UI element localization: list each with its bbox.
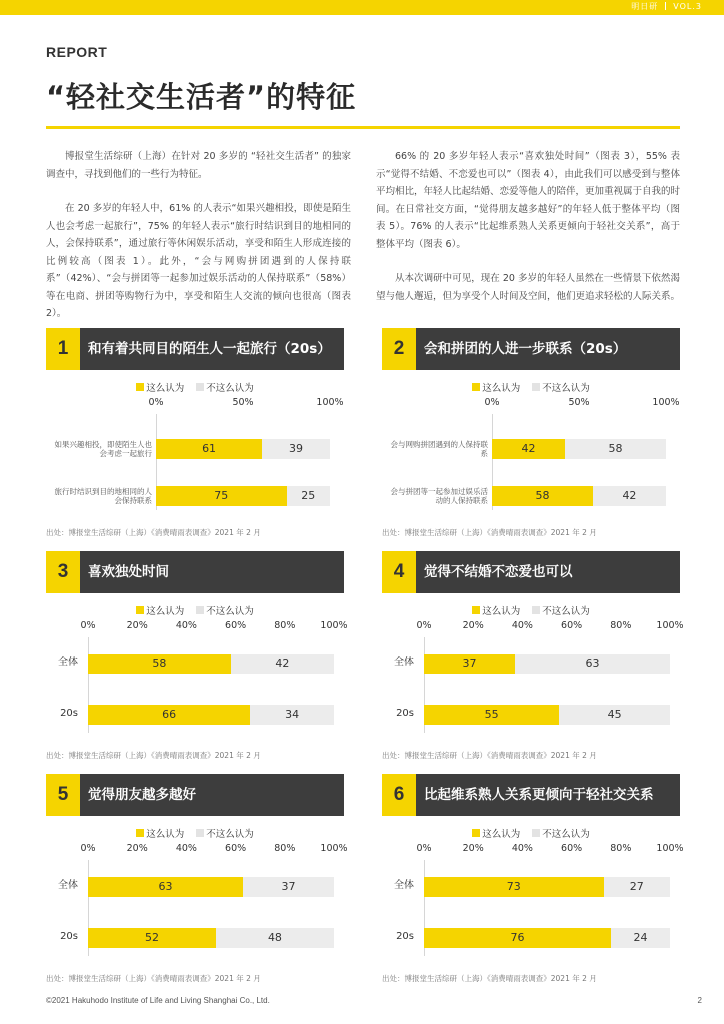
tick-label: 100% — [320, 620, 348, 631]
bar-agree: 73 — [424, 877, 604, 897]
tick-label: 0% — [484, 397, 500, 408]
bar-agree: 63 — [88, 877, 243, 897]
chart-number: 2 — [382, 328, 416, 370]
paragraph: 博报堂生活综研（上海）在针对 20 多岁的 “轻社交生活者” 的独家调查中，寻找到他们的一些行为特征。 — [46, 151, 351, 180]
chart-title: 和有着共同目的陌生人一起旅行（20s） — [88, 341, 331, 357]
chart-legend — [46, 603, 344, 617]
publication-tag — [631, 1, 702, 12]
bar-agree: 58 — [88, 654, 231, 674]
bar-agree: 52 — [88, 928, 216, 948]
paragraph: 从本次调研中可见，现在 20 多岁的年轻人虽然在一些情景下依然渴望与他人邂逅，但为享受个人时间及空间，他们更追求轻松的人际关系。 — [376, 273, 681, 302]
brand-name: 明日研 — [631, 2, 659, 11]
legend-label-yes: 这么认为 — [482, 383, 521, 394]
bar-agree: 55 — [424, 705, 559, 725]
chart-title: 会和拼团的人进一步联系（20s） — [424, 341, 627, 357]
chart-header — [46, 551, 344, 593]
tick-label: 100% — [316, 397, 344, 408]
bar-agree: 66 — [88, 705, 250, 725]
tick-label: 20% — [462, 843, 484, 854]
bar-agree: 42 — [492, 439, 565, 459]
tick-label: 60% — [225, 620, 247, 631]
bar-agree: 58 — [492, 486, 593, 506]
body-column-right — [376, 148, 680, 305]
bar-disagree: 42 — [231, 654, 334, 674]
legend-swatch-yes — [136, 829, 144, 837]
tick-label: 20% — [126, 843, 148, 854]
tick-label: 60% — [561, 843, 583, 854]
chart-header — [382, 774, 680, 816]
divider — [665, 2, 666, 10]
category-label: 旅行时结识到目的地相同的人会保持联系 — [54, 487, 152, 505]
category-label: 全体 — [58, 657, 78, 668]
tick-label: 50% — [568, 397, 590, 408]
legend-label-no: 不这么认为 — [206, 829, 254, 840]
tick-label: 40% — [511, 620, 533, 631]
tick-label: 40% — [511, 843, 533, 854]
top-bar — [0, 0, 724, 15]
category-label: 全体 — [394, 657, 414, 668]
tick-label: 20% — [126, 620, 148, 631]
bar-disagree: 27 — [604, 877, 670, 897]
chart-panel-3 — [46, 551, 348, 766]
chart-number: 1 — [46, 328, 80, 370]
chart-title: 觉得朋友越多越好 — [88, 787, 196, 803]
category-label: 20s — [396, 708, 414, 719]
bar-disagree: 24 — [611, 928, 670, 948]
chart-header — [382, 328, 680, 370]
volume-label: VOL.3 — [673, 2, 702, 11]
legend-label-yes: 这么认为 — [146, 383, 185, 394]
chart-title: 喜欢独处时间 — [88, 564, 169, 580]
bar-disagree: 45 — [559, 705, 670, 725]
bar-disagree: 58 — [565, 439, 666, 459]
chart-legend — [382, 826, 680, 840]
body-column-left — [46, 148, 351, 323]
legend-swatch-no — [532, 606, 540, 614]
chart-header — [46, 774, 344, 816]
axis-ticks — [382, 843, 684, 855]
tick-label: 100% — [652, 397, 680, 408]
chart-header — [46, 328, 344, 370]
title-underline — [46, 126, 680, 129]
chart-number: 4 — [382, 551, 416, 593]
category-label: 20s — [60, 708, 78, 719]
chart-source: 出处：博报堂生活综研（上海）《消费晴雨表调查》2021 年 2 月 — [382, 974, 597, 983]
legend-swatch-yes — [472, 829, 480, 837]
chart-header — [382, 551, 680, 593]
category-label: 会与拼团等一起参加过娱乐活动的人保持联系 — [390, 487, 488, 505]
tick-label: 80% — [274, 620, 296, 631]
bar-disagree: 39 — [262, 439, 330, 459]
legend-label-yes: 这么认为 — [482, 606, 521, 617]
category-label: 全体 — [394, 880, 414, 891]
chart-number: 6 — [382, 774, 416, 816]
legend-swatch-yes — [472, 606, 480, 614]
chart-source: 出处：博报堂生活综研（上海）《消费晴雨表调查》2021 年 2 月 — [382, 751, 597, 760]
page-number: 2 — [697, 996, 702, 1005]
legend-swatch-no — [196, 606, 204, 614]
chart-legend — [46, 380, 344, 394]
legend-label-yes: 这么认为 — [482, 829, 521, 840]
legend-label-no: 不这么认为 — [206, 383, 254, 394]
bar-agree: 75 — [156, 486, 287, 506]
chart-panel-1 — [46, 328, 344, 543]
chart-source: 出处：博报堂生活综研（上海）《消费晴雨表调查》2021 年 2 月 — [382, 528, 597, 537]
legend-swatch-no — [196, 829, 204, 837]
section-label: REPORT — [46, 44, 108, 60]
tick-label: 0% — [80, 620, 96, 631]
legend-label-yes: 这么认为 — [146, 606, 185, 617]
tick-label: 0% — [416, 843, 432, 854]
chart-title: 比起维系熟人关系更倾向于轻社交关系 — [424, 787, 654, 803]
axis-ticks — [382, 620, 684, 632]
tick-label: 100% — [320, 843, 348, 854]
chart-legend — [382, 380, 680, 394]
legend-label-no: 不这么认为 — [206, 606, 254, 617]
category-label: 20s — [60, 931, 78, 942]
tick-label: 40% — [175, 620, 197, 631]
axis-ticks — [46, 843, 348, 855]
chart-panel-2 — [382, 328, 680, 543]
axis-ticks — [382, 397, 680, 409]
tick-label: 0% — [80, 843, 96, 854]
category-label: 会与网购拼团遇到的人保持联系 — [390, 440, 488, 458]
page-title: “轻社交生活者”的特征 — [46, 80, 357, 114]
bar-disagree: 34 — [250, 705, 334, 725]
bar-agree: 37 — [424, 654, 515, 674]
tick-label: 60% — [225, 843, 247, 854]
legend-swatch-no — [532, 829, 540, 837]
bar-agree: 61 — [156, 439, 262, 459]
category-label: 全体 — [58, 880, 78, 891]
bar-agree: 76 — [424, 928, 611, 948]
chart-source: 出处：博报堂生活综研（上海）《消费晴雨表调查》2021 年 2 月 — [46, 751, 261, 760]
legend-swatch-yes — [136, 606, 144, 614]
legend-label-no: 不这么认为 — [542, 383, 590, 394]
chart-legend — [382, 603, 680, 617]
category-label: 如果兴趣相投，即使陌生人也会考虑一起旅行 — [54, 440, 152, 458]
chart-title: 觉得不结婚不恋爱也可以 — [424, 564, 573, 580]
legend-label-no: 不这么认为 — [542, 606, 590, 617]
tick-label: 0% — [416, 620, 432, 631]
category-label: 20s — [396, 931, 414, 942]
tick-label: 50% — [232, 397, 254, 408]
tick-label: 80% — [610, 620, 632, 631]
chart-legend — [46, 826, 344, 840]
tick-label: 100% — [656, 843, 684, 854]
tick-label: 20% — [462, 620, 484, 631]
tick-label: 40% — [175, 843, 197, 854]
paragraph: 在 20 多岁的年轻人中，61% 的人表示“如果兴趣相投，即使是陌生人也会考虑一起旅行”，75% 的年轻人表示“旅行时结识到目的地相同的人，会保持联系”，通过旅行等休闲娱乐活动，享受和陌生人形成连接的比例较高（图表 1）。此外，“会与网购拼团遇到的人保持联系”（42%）、“会与拼团等一起参加过娱乐活动的人保持联系”（58%）等在电商、拼团等购物行为中，享受和陌生人交流的倾向也很高（图表 2）。 — [46, 203, 351, 319]
bar-disagree: 48 — [216, 928, 334, 948]
tick-label: 80% — [274, 843, 296, 854]
chart-panel-6 — [382, 774, 684, 989]
tick-label: 60% — [561, 620, 583, 631]
paragraph: 66% 的 20 多岁年轻人表示“喜欢独处时间”（图表 3），55% 表示“觉得不结婚、不恋爱也可以”（图表 4），由此我们可以感受到与整体平均相比，年轻人比起结婚、恋爱等他人的陪伴，更加重视属于自我的时间。在日常社交方面，“觉得朋友越多越好”的年轻人低于整体平均（图表 5）。76% 的人表示“比起维系熟人关系更倾向于轻社交关系”，高于整体平均（图表 6）。 — [376, 151, 681, 250]
bar-disagree: 63 — [515, 654, 670, 674]
chart-panel-4 — [382, 551, 684, 766]
legend-label-yes: 这么认为 — [146, 829, 185, 840]
chart-panel-5 — [46, 774, 348, 989]
chart-source: 出处：博报堂生活综研（上海）《消费晴雨表调查》2021 年 2 月 — [46, 974, 261, 983]
chart-number: 5 — [46, 774, 80, 816]
bar-disagree: 25 — [287, 486, 331, 506]
copyright: ©2021 Hakuhodo Institute of Life and Living Shanghai Co., Ltd. — [46, 996, 270, 1005]
bar-disagree: 37 — [243, 877, 334, 897]
legend-swatch-yes — [136, 383, 144, 391]
legend-swatch-no — [196, 383, 204, 391]
legend-label-no: 不这么认为 — [542, 829, 590, 840]
chart-source: 出处：博报堂生活综研（上海）《消费晴雨表调查》2021 年 2 月 — [46, 528, 261, 537]
legend-swatch-yes — [472, 383, 480, 391]
bar-disagree: 42 — [593, 486, 666, 506]
axis-ticks — [46, 620, 348, 632]
tick-label: 100% — [656, 620, 684, 631]
chart-number: 3 — [46, 551, 80, 593]
legend-swatch-no — [532, 383, 540, 391]
axis-ticks — [46, 397, 344, 409]
tick-label: 0% — [148, 397, 164, 408]
tick-label: 80% — [610, 843, 632, 854]
